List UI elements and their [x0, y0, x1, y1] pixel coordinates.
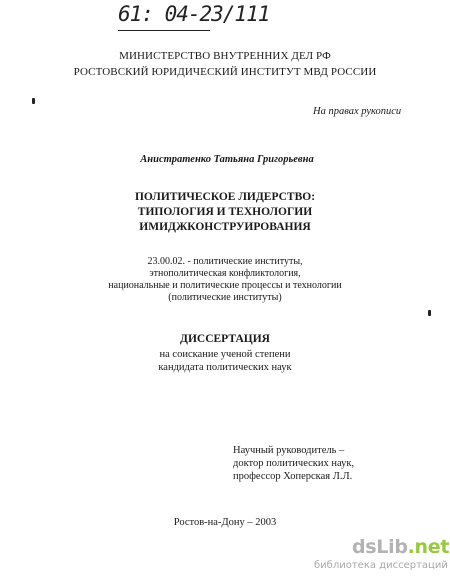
specialty-block	[0, 256, 450, 304]
degree-line: на соискание ученой степени	[159, 349, 291, 360]
specialty-line: (политические институты)	[168, 292, 282, 303]
institute-name: РОСТОВСКИЙ ЮРИДИЧЕСКИЙ ИНСТИТУТ МВД РОССИИ	[73, 66, 377, 78]
scan-mark	[32, 98, 35, 104]
watermark-caption: библиотека диссертаций	[314, 560, 448, 571]
dslib-logo[interactable]	[352, 536, 449, 558]
title-line: ИМИДЖКОНСТРУИРОВАНИЯ	[139, 221, 311, 233]
specialty-line: национальные и политические процессы и технологии	[108, 280, 342, 291]
logo-accent-text: .net	[407, 536, 450, 558]
city-year: Ростов-на-Дону – 2003	[173, 517, 277, 528]
title-line: ПОЛИТИЧЕСКОЕ ЛИДЕРСТВО:	[134, 191, 316, 203]
catalog-stamp: 61: 04-23/111	[118, 2, 270, 26]
stamp-underline	[118, 30, 210, 31]
specialty-line: этнополитическая конфликтология,	[149, 268, 301, 279]
degree-block	[0, 348, 450, 374]
degree-line: кандидата политических наук	[158, 362, 292, 373]
title-line: ТИПОЛОГИЯ И ТЕХНОЛОГИИ	[137, 206, 313, 218]
supervisor-line: Научный руководитель –	[233, 445, 345, 456]
logo-main-text: dsLib	[352, 536, 408, 558]
ministry-name: МИНИСТЕРСТВО ВНУТРЕННИХ ДЕЛ РФ	[119, 50, 331, 62]
dissertation-title	[0, 190, 450, 235]
rights-note: На правах рукописи	[313, 106, 402, 117]
scan-mark	[428, 310, 431, 316]
author-name: Анистратенко Татьяна Григорьевна	[140, 154, 314, 165]
supervisor-line: профессор Хоперская Л.Л.	[233, 471, 353, 482]
supervisor-line: доктор политических наук,	[233, 458, 355, 469]
specialty-line: 23.00.02. - политические институты,	[147, 256, 303, 267]
author-name-row	[0, 154, 450, 165]
dissertation-heading: ДИССЕРТАЦИЯ	[180, 333, 270, 345]
supervisor-block	[233, 444, 354, 483]
